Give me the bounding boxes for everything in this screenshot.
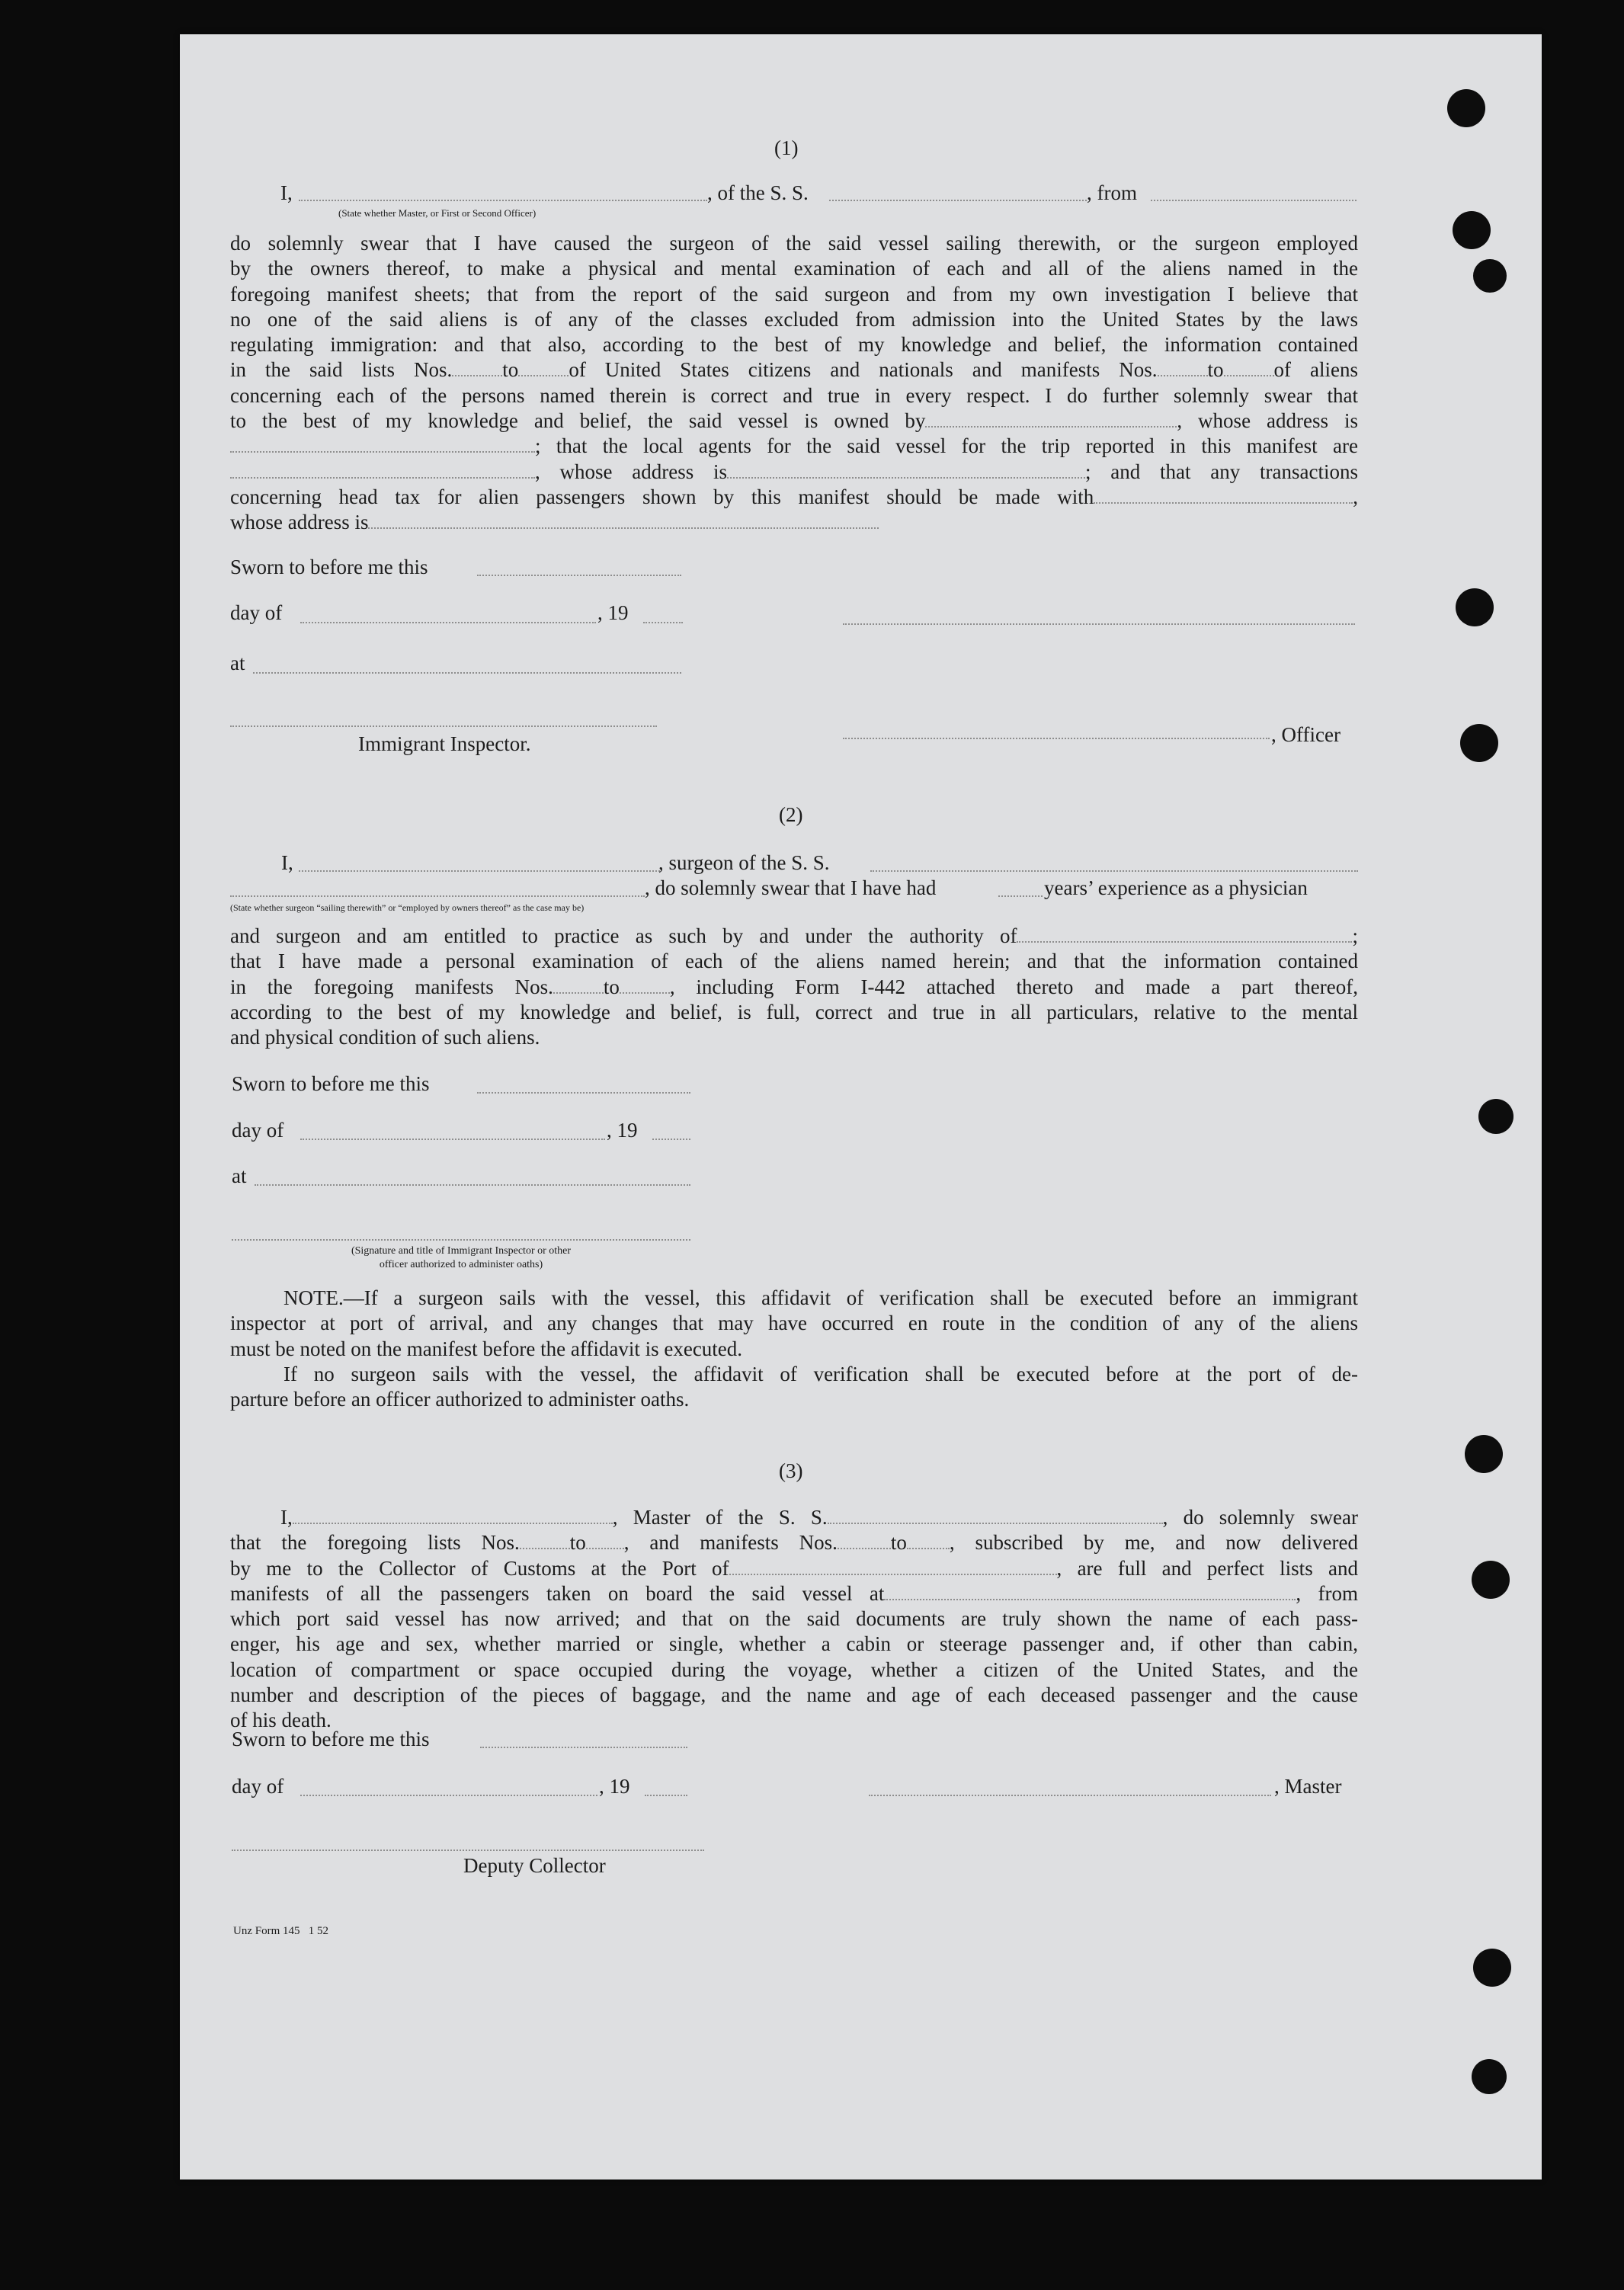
sec1-sworn-day-field[interactable] <box>477 575 681 576</box>
sec1-month-field[interactable] <box>300 622 596 623</box>
sec3-list-to-field[interactable] <box>586 1533 624 1549</box>
sec2-manifest-to-field[interactable] <box>620 977 670 994</box>
sec1-day-of-label: day of <box>230 601 283 624</box>
local-agents-field[interactable] <box>230 462 535 479</box>
surgeon-name-field[interactable] <box>299 870 660 872</box>
sec3-sworn-day-field[interactable] <box>480 1747 687 1748</box>
master-signature-line[interactable] <box>869 1795 1271 1796</box>
owner-address-field[interactable] <box>230 436 535 453</box>
sec1-year-field[interactable] <box>643 622 683 623</box>
vessel-name-field[interactable] <box>829 200 1087 201</box>
text-line: to the best of my knowledge and belief, the said vessel is owned by , whose address is <box>230 409 1358 433</box>
sec2-place-field[interactable] <box>255 1184 690 1186</box>
sec3-manifest-to-field[interactable] <box>907 1533 950 1549</box>
text-line: parture before an officer authorized to administer oaths. <box>230 1388 690 1411</box>
sec2-swear-label: , do solemnly swear that I have had <box>645 876 937 899</box>
text-line: I, , Master of the S. S. , do solemnly swear <box>280 1506 1358 1529</box>
sec2-year-field[interactable] <box>652 1139 690 1140</box>
sec3-sworn-label: Sworn to before me this <box>232 1728 430 1750</box>
manifest-no-from-field[interactable] <box>1158 360 1208 376</box>
punch-hole <box>1472 1561 1510 1599</box>
text-line: must be noted on the manifest before the affidavit is executed. <box>230 1337 743 1360</box>
port-of-arrival-field[interactable] <box>729 1558 1057 1575</box>
section-number-1: (1) <box>774 136 799 159</box>
head-tax-contact-field[interactable] <box>1094 487 1353 504</box>
text-line: in the foregoing manifests Nos. to , including Form I-442 attached thereto and made a part thereof, <box>230 975 1358 998</box>
punch-hole <box>1456 588 1494 626</box>
sec1-from-label: , from <box>1087 181 1137 204</box>
immigrant-inspector-label: Immigrant Inspector. <box>358 732 531 755</box>
sec1-sworn-label: Sworn to before me this <box>230 556 428 578</box>
punch-hole <box>1473 259 1507 293</box>
sec1-year-label: , 19 <box>597 601 629 624</box>
master-name-field[interactable] <box>293 1507 613 1524</box>
officer-signature-line[interactable] <box>843 738 1270 739</box>
sec2-sworn-label: Sworn to before me this <box>232 1072 430 1095</box>
text-line: according to the best of my knowledge and belief, is full, correct and true in all particulars, relative to the mental <box>230 1000 1358 1023</box>
sec2-year-label: , 19 <box>607 1119 638 1142</box>
text-line: by me to the Collector of Customs at the Port of , are full and perfect lists and <box>230 1556 1358 1580</box>
text-line: inspector at port of arrival, and any changes that may have occurred en route in the condition of any of the aliens <box>230 1312 1358 1335</box>
sec3-oath-paragraph <box>230 1505 1358 1734</box>
section-number-3: (3) <box>779 1459 803 1482</box>
sec1-i-label: I, <box>280 181 293 204</box>
text-line: enger, his age and sex, whether married or single, whether a cabin or steerage passenger and, if other than cabin, <box>230 1632 1358 1656</box>
deputy-signature-line[interactable] <box>232 1850 704 1851</box>
inspector-signature-line[interactable] <box>230 725 657 727</box>
punch-hole <box>1478 1099 1513 1134</box>
master-label: , Master <box>1274 1775 1342 1798</box>
punch-hole <box>1447 89 1485 127</box>
officer-rank-note: (State whether Master, or First or Second Officer) <box>338 207 537 219</box>
text-line: no one of the said aliens is of any of the classes excluded from admission into the United States by the laws <box>230 307 1358 331</box>
form-number: Unz Form 145 1 52 <box>233 1925 328 1937</box>
text-line: whose address is <box>230 510 1358 535</box>
text-line: number and description of the pieces of baggage, and the name and age of each deceased passenger and the cause <box>230 1683 1358 1707</box>
sec3-vessel-field[interactable] <box>828 1507 1163 1524</box>
officer-rank-field[interactable] <box>299 200 707 201</box>
owner-field[interactable] <box>925 411 1177 428</box>
text-line: manifests of all the passengers taken on board the said vessel at , from <box>230 1581 1358 1605</box>
text-line: that I have made a personal examination of each of the aliens named herein; and that the information contained <box>230 950 1358 973</box>
sec2-surgeon-label: , surgeon of the S. S. <box>658 851 830 874</box>
signature-note-line1: (Signature and title of Immigrant Inspector or other <box>351 1245 572 1257</box>
text-line: and surgeon and am entitled to practice as such by and under the authority of ; <box>230 924 1358 947</box>
practice-authority-field[interactable] <box>1017 926 1352 943</box>
sec3-year-label: , 19 <box>599 1775 630 1798</box>
surgeon-status-field[interactable] <box>230 895 645 897</box>
sec1-signature-line[interactable] <box>843 623 1355 625</box>
deputy-collector-label: Deputy Collector <box>463 1854 606 1877</box>
text-line: of his death. <box>230 1709 332 1732</box>
sec1-oath-paragraph <box>230 231 1358 536</box>
text-line: that the foregoing lists Nos. to , and manifests Nos. to , subscribed by me, and now delivered <box>230 1531 1359 1555</box>
sec2-manifest-from-field[interactable] <box>553 977 604 994</box>
manifest-no-to-field[interactable] <box>1224 360 1274 376</box>
sec1-of-ss-label: , of the S. S. <box>707 181 809 204</box>
text-line: which port said vessel has now arrived; and that on the said documents are truly shown the name of each pass- <box>230 1607 1358 1631</box>
sec2-sworn-day-field[interactable] <box>477 1092 690 1094</box>
text-line: do solemnly swear that I have caused the surgeon of the said vessel sailing therewith, or the surgeon employed <box>230 232 1358 255</box>
signature-note-line2: officer authorized to administer oaths) <box>379 1259 543 1270</box>
punch-hole <box>1453 211 1491 249</box>
sec3-year-field[interactable] <box>645 1795 687 1796</box>
text-line: If no surgeon sails with the vessel, the affidavit of verification shall be executed before at the port of de- <box>283 1362 1358 1385</box>
sec3-manifest-from-field[interactable] <box>838 1533 891 1549</box>
text-line: location of compartment or space occupied during the voyage, whether a citizen of the United States, and the <box>230 1657 1358 1681</box>
text-line: concerning each of the persons named therein is correct and true in every respect. I do further solemnly swear that <box>230 383 1358 407</box>
punch-hole <box>1465 1435 1503 1473</box>
from-port-field[interactable] <box>1151 200 1357 201</box>
sec2-oath-paragraph <box>230 924 1358 1050</box>
sec1-at-label: at <box>230 652 245 674</box>
text-line: foregoing manifest sheets; that from the report of the said surgeon and from my own investigation I believe that <box>230 282 1358 306</box>
sec3-day-of-label: day of <box>232 1775 284 1798</box>
list-no-from-field[interactable] <box>452 360 502 376</box>
list-no-to-field[interactable] <box>518 360 569 376</box>
text-line: and physical condition of such aliens. <box>230 1026 540 1049</box>
contact-address-field[interactable] <box>368 512 879 529</box>
agents-address-field[interactable] <box>727 462 1085 479</box>
text-line: by the owners thereof, to make a physical and mental examination of each and all of the aliens named in the <box>230 257 1358 280</box>
text-line: NOTE.—If a surgeon sails with the vessel, this affidavit of verification shall be executed before an immigrant <box>283 1286 1358 1309</box>
text-line: concerning head tax for alien passengers shown by this manifest should be made with , <box>230 485 1358 508</box>
punch-hole <box>1473 1949 1511 1987</box>
sec2-month-field[interactable] <box>300 1139 605 1140</box>
sec2-vessel-field[interactable] <box>870 870 1358 872</box>
punch-hole <box>1472 2059 1507 2094</box>
sec1-place-field[interactable] <box>253 672 681 674</box>
punch-hole <box>1460 724 1498 762</box>
sec2-years-label: years’ experience as a physician <box>1044 876 1308 899</box>
text-line: ; that the local agents for the said vessel for the trip reported in this manifest are <box>230 434 1358 459</box>
text-line: in the said lists Nos. to of United States citizens and nationals and manifests Nos. to of aliens <box>230 358 1358 382</box>
sec2-i-label: I, <box>281 851 293 874</box>
surgeon-status-note: (State whether surgeon “sailing therewith” or “employed by owners thereof” as the case may be) <box>230 902 585 913</box>
sec2-at-label: at <box>232 1164 247 1187</box>
sec2-signature-line[interactable] <box>232 1239 690 1241</box>
text-line: , whose address is ; and that any transactions <box>230 460 1358 485</box>
sec3-list-from-field[interactable] <box>520 1533 570 1549</box>
sec3-month-field[interactable] <box>300 1795 597 1796</box>
port-of-embarkation-field[interactable] <box>884 1584 1296 1600</box>
text-line: regulating immigration: and that also, according to the best of my knowledge and belief, the information contained <box>230 333 1358 357</box>
surgeon-note-paragraph <box>230 1286 1358 1412</box>
officer-label: , Officer <box>1271 723 1341 746</box>
years-experience-field[interactable] <box>998 895 1043 897</box>
section-number-2: (2) <box>779 803 803 826</box>
sec2-day-of-label: day of <box>232 1119 284 1142</box>
